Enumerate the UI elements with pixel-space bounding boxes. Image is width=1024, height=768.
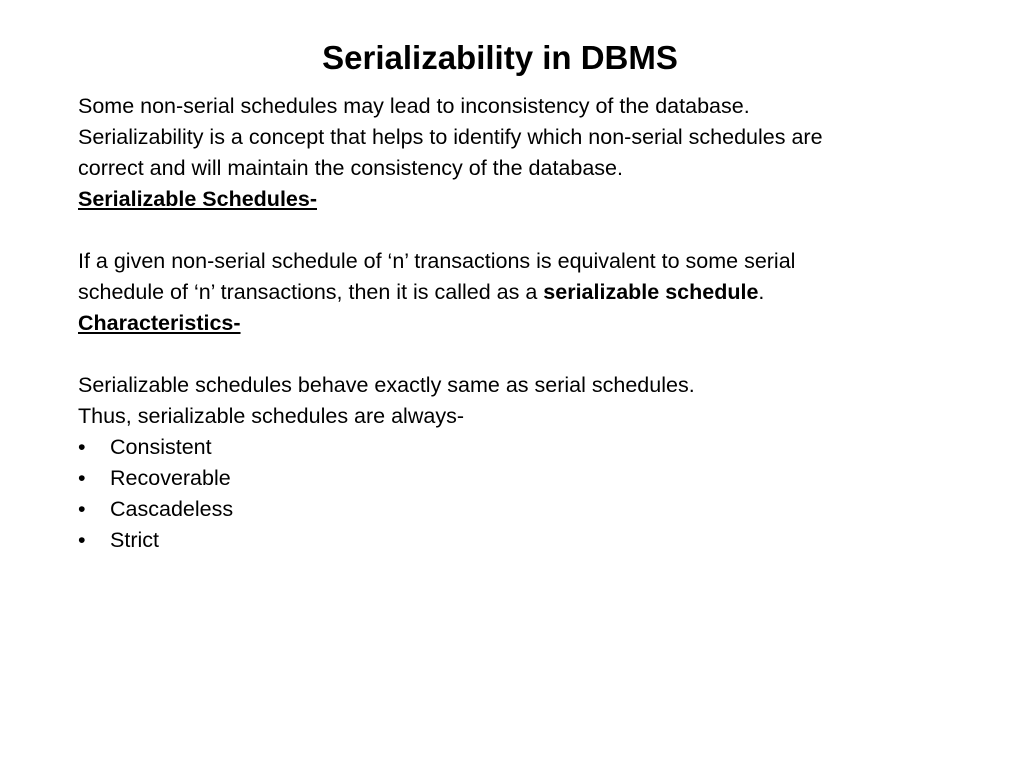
intro-line-1: Some non-serial schedules may lead to inconsistency of the database. [78, 94, 750, 118]
list-item-label: Consistent [110, 435, 212, 459]
definition-line-2 [78, 277, 958, 308]
spacer [78, 215, 958, 246]
slide-title: Serializability in DBMS [322, 39, 678, 76]
list-item [78, 525, 958, 556]
slide-body [78, 91, 958, 556]
characteristics-list [78, 432, 958, 556]
bullet-icon: • [78, 466, 86, 490]
definition-line-1: If a given non-serial schedule of ‘n’ transactions is equivalent to some serial [78, 249, 796, 273]
characteristics-line-1: Serializable schedules behave exactly same as serial schedules. [78, 373, 695, 397]
bullet-icon: • [78, 435, 86, 459]
spacer [78, 339, 958, 370]
definition-line-2-end: . [758, 280, 765, 304]
bullet-icon: • [78, 497, 86, 521]
list-item [78, 432, 958, 463]
intro-line-3: correct and will maintain the consistency of the database. [78, 156, 623, 180]
definition-term: serializable schedule [543, 280, 759, 304]
definition-line-2-text: schedule of ‘n’ transactions, then it is called as a [78, 280, 544, 304]
list-item-label: Recoverable [110, 466, 231, 490]
section-heading-characteristics: Characteristics- [78, 311, 241, 335]
list-item [78, 463, 958, 494]
list-item-label: Cascadeless [110, 497, 234, 521]
intro-line-2: Serializability is a concept that helps to identify which non-serial schedules are [78, 125, 823, 149]
section-heading-serializable-schedules: Serializable Schedules- [78, 187, 317, 211]
list-item [78, 494, 958, 525]
list-item-label: Strict [110, 528, 159, 552]
characteristics-line-2: Thus, serializable schedules are always- [78, 404, 464, 428]
bullet-icon: • [78, 528, 86, 552]
